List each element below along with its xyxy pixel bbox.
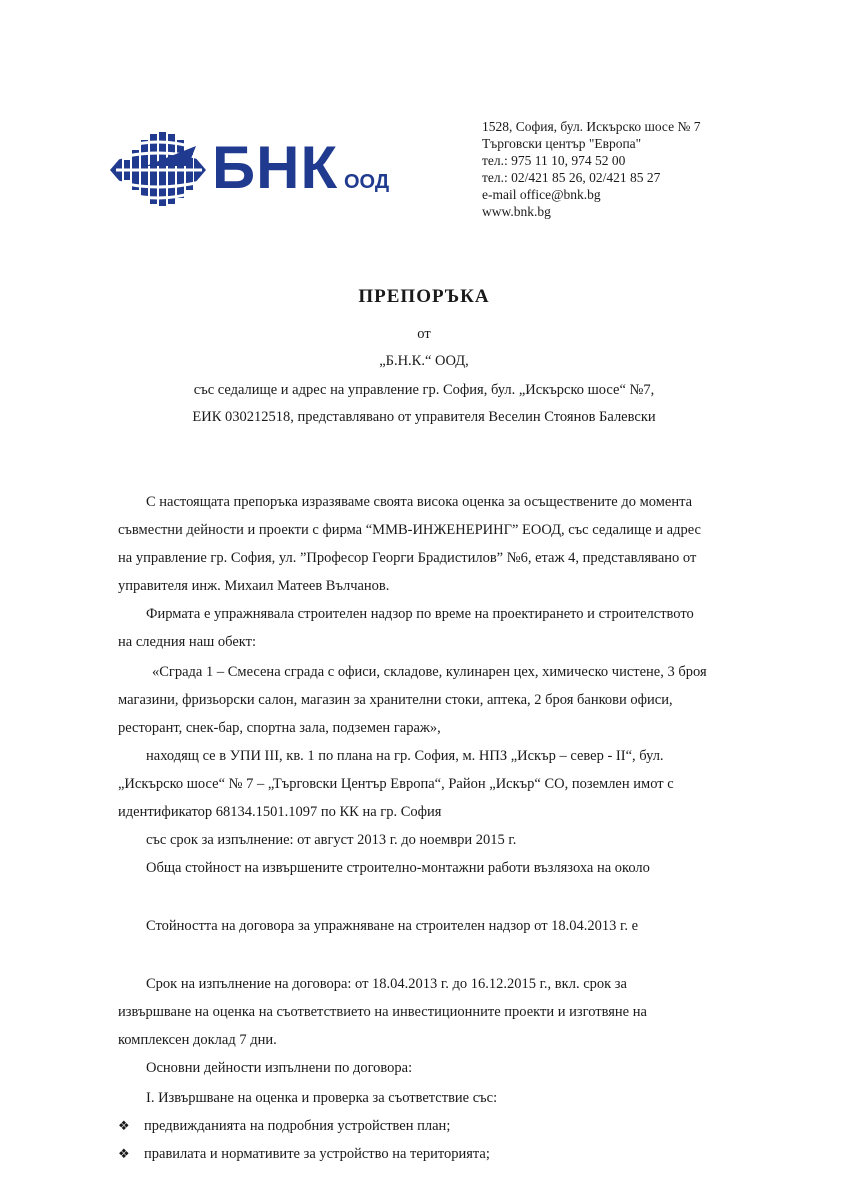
- location-line-3: идентификатор 68134.1501.1097 по КК на гр. София: [118, 804, 442, 820]
- bullet-item-2: [118, 1146, 490, 1163]
- execution-term: със срок за изпълнение: от август 2013 г. до ноември 2015 г.: [146, 832, 517, 848]
- total-value-line: Обща стойност на извършените строително-монтажни работи възлязоха на около: [146, 860, 650, 876]
- paragraph-1-line-4: управителя инж. Михаил Матеев Вълчанов.: [118, 578, 390, 594]
- object-line-3: ресторант, снек-бар, спортна зала, подземен гараж»,: [118, 720, 441, 736]
- paragraph-1-line-1: С настоящата препоръка изразяваме своята висока оценка за осъществените до момента: [146, 494, 693, 510]
- intro-issuer: „Б.Н.К.“ ООД,: [379, 353, 469, 369]
- contract-value-line: Стойността на договора за упражняване на строителен надзор от 18.04.2013 г. е: [146, 918, 639, 934]
- bullet-item-2-text: правилата и нормативите за устройство на територията;: [144, 1146, 490, 1162]
- contact-website: www.bnk.bg: [482, 204, 551, 219]
- intro-eik: ЕИК 030212518, представлявано от управителя Веселин Стоянов Балевски: [192, 409, 656, 425]
- company-logo-suffix: ООД: [344, 171, 390, 193]
- document-title: ПРЕПОРЪКА: [358, 286, 490, 307]
- bullet-item-1: [118, 1118, 450, 1135]
- contact-center: Търговски център "Европа": [482, 136, 642, 151]
- intro-from: от: [417, 326, 431, 342]
- contract-term-line-1: Срок на изпълнение на договора: от 18.04.2013 г. до 16.12.2015 г., вкл. срок за: [146, 976, 627, 992]
- location-line-1: находящ се в УПИ III, кв. 1 по плана на гр. София, м. НПЗ „Искър – север - II“, бул.: [146, 748, 664, 764]
- contact-address: 1528, София, бул. Искърско шосе № 7: [482, 119, 701, 134]
- globe-arrow-logo-icon: [108, 126, 208, 210]
- contract-term-line-2: извършване на оценка на съответствието на инвестиционните проекти и изготвяне на: [118, 1004, 647, 1020]
- contact-phone-1: тел.: 975 11 10, 974 52 00: [482, 153, 626, 168]
- paragraph-1-line-3: на управление гр. София, ул. ”Професор Георги Брадистилов” №6, етаж 4, представлявано от: [118, 550, 697, 566]
- location-line-2: „Искърско шосе“ № 7 – „Търговски Център Европа“, Район „Искър“ СО, поземлен имот с: [118, 776, 674, 792]
- main-activities-heading: Основни дейности изпълнени по договора:: [146, 1060, 413, 1076]
- object-line-2: магазини, фризьорски салон, магазин за хранителни стоки, аптека, 2 броя банкови офиси,: [118, 692, 673, 708]
- contract-term-line-3: комплексен доклад 7 дни.: [118, 1032, 277, 1048]
- object-line-1: «Сграда 1 – Смесена сграда с офиси, складове, кулинарен цех, химическо чистене, 3 броя: [152, 664, 707, 680]
- paragraph-2-line-2: на следния наш обект:: [118, 634, 257, 650]
- intro-address: със седалище и адрес на управление гр. София, бул. „Искърско шосе“ №7,: [193, 382, 655, 398]
- contact-email: e-mail office@bnk.bg: [482, 187, 601, 202]
- contact-phone-2: тел.: 02/421 85 26, 02/421 85 27: [482, 170, 661, 185]
- activity-item-1: I. Извършване на оценка и проверка за съответствие със:: [146, 1090, 498, 1106]
- contact-block: [482, 118, 802, 220]
- diamond-bullet-icon: ❖: [118, 1147, 130, 1162]
- company-logo-text: БНК: [212, 134, 339, 201]
- diamond-bullet-icon: ❖: [118, 1119, 130, 1134]
- paragraph-2-line-1: Фирмата е упражнявала строителен надзор по време на проектирането и строителството: [146, 606, 694, 622]
- company-logo: [108, 126, 398, 210]
- bullet-item-1-text: предвижданията на подробния устройствен план;: [144, 1118, 451, 1134]
- paragraph-1-line-2: съвместни дейности и проекти с фирма “ММВ-ИНЖЕНЕРИНГ” ЕООД, със седалище и адрес: [118, 522, 701, 538]
